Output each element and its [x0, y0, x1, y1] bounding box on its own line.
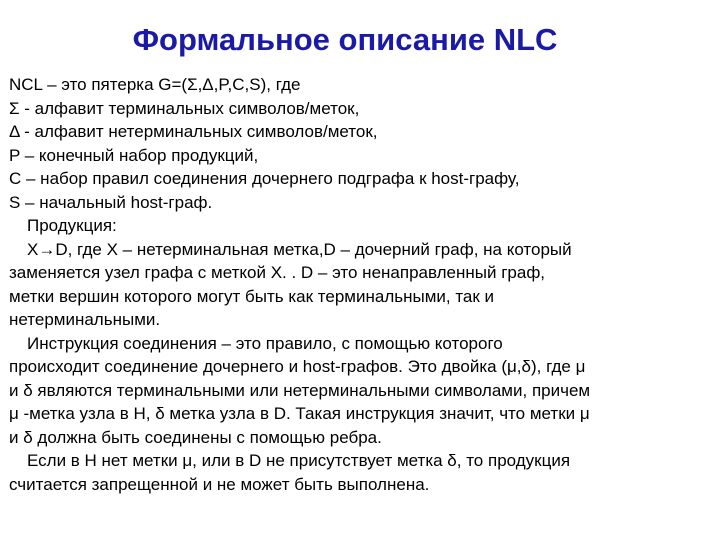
- slide-title: Формальное описание NLC: [132, 22, 558, 57]
- body-line: P – конечный набор продукций,: [9, 145, 259, 165]
- body-line: S – начальный host-граф.: [9, 192, 213, 212]
- body-line: считается запрещенной и не может быть выполнена.: [9, 474, 430, 494]
- body-line: и δ должна быть соединены с помощью ребра.: [9, 427, 382, 447]
- body-line: μ -метка узла в H, δ метка узла в D. Такая инструкция значит, что метки μ: [9, 404, 590, 423]
- body-line: NCL – это пятерка G=(Σ,Δ,P,C,S), где: [9, 75, 301, 94]
- body-line: X→D, где X – нетерминальная метка,D – дочерний граф, на который: [27, 239, 572, 259]
- body-line: C – набор правил соединения дочернего подграфа к host-графу,: [9, 169, 520, 188]
- body-line: Δ - алфавит нетерминальных символов/меток,: [9, 122, 378, 141]
- body-line: метки вершин которого могут быть как терминальными, так и: [9, 286, 495, 306]
- body-line: Продукция:: [27, 216, 117, 235]
- body-line: Если в H нет метки μ, или в D не присутствует метка δ, то продукция: [27, 451, 571, 470]
- body-line: заменяется узел графа с меткой X. . D – это ненаправленный граф,: [9, 263, 546, 282]
- body-line: Инструкция соединения – это правило, с помощью которого: [27, 333, 503, 353]
- body-line: нетерминальными.: [9, 310, 161, 329]
- body-line: происходит соединение дочернего и host-графов. Это двойка (μ,δ), где μ: [9, 357, 586, 376]
- body-line: Σ - алфавит терминальных символов/меток,: [9, 98, 360, 118]
- body-line: и δ являются терминальными или нетерминальными символами, причем: [9, 380, 591, 400]
- slide-body: [9, 73, 714, 496]
